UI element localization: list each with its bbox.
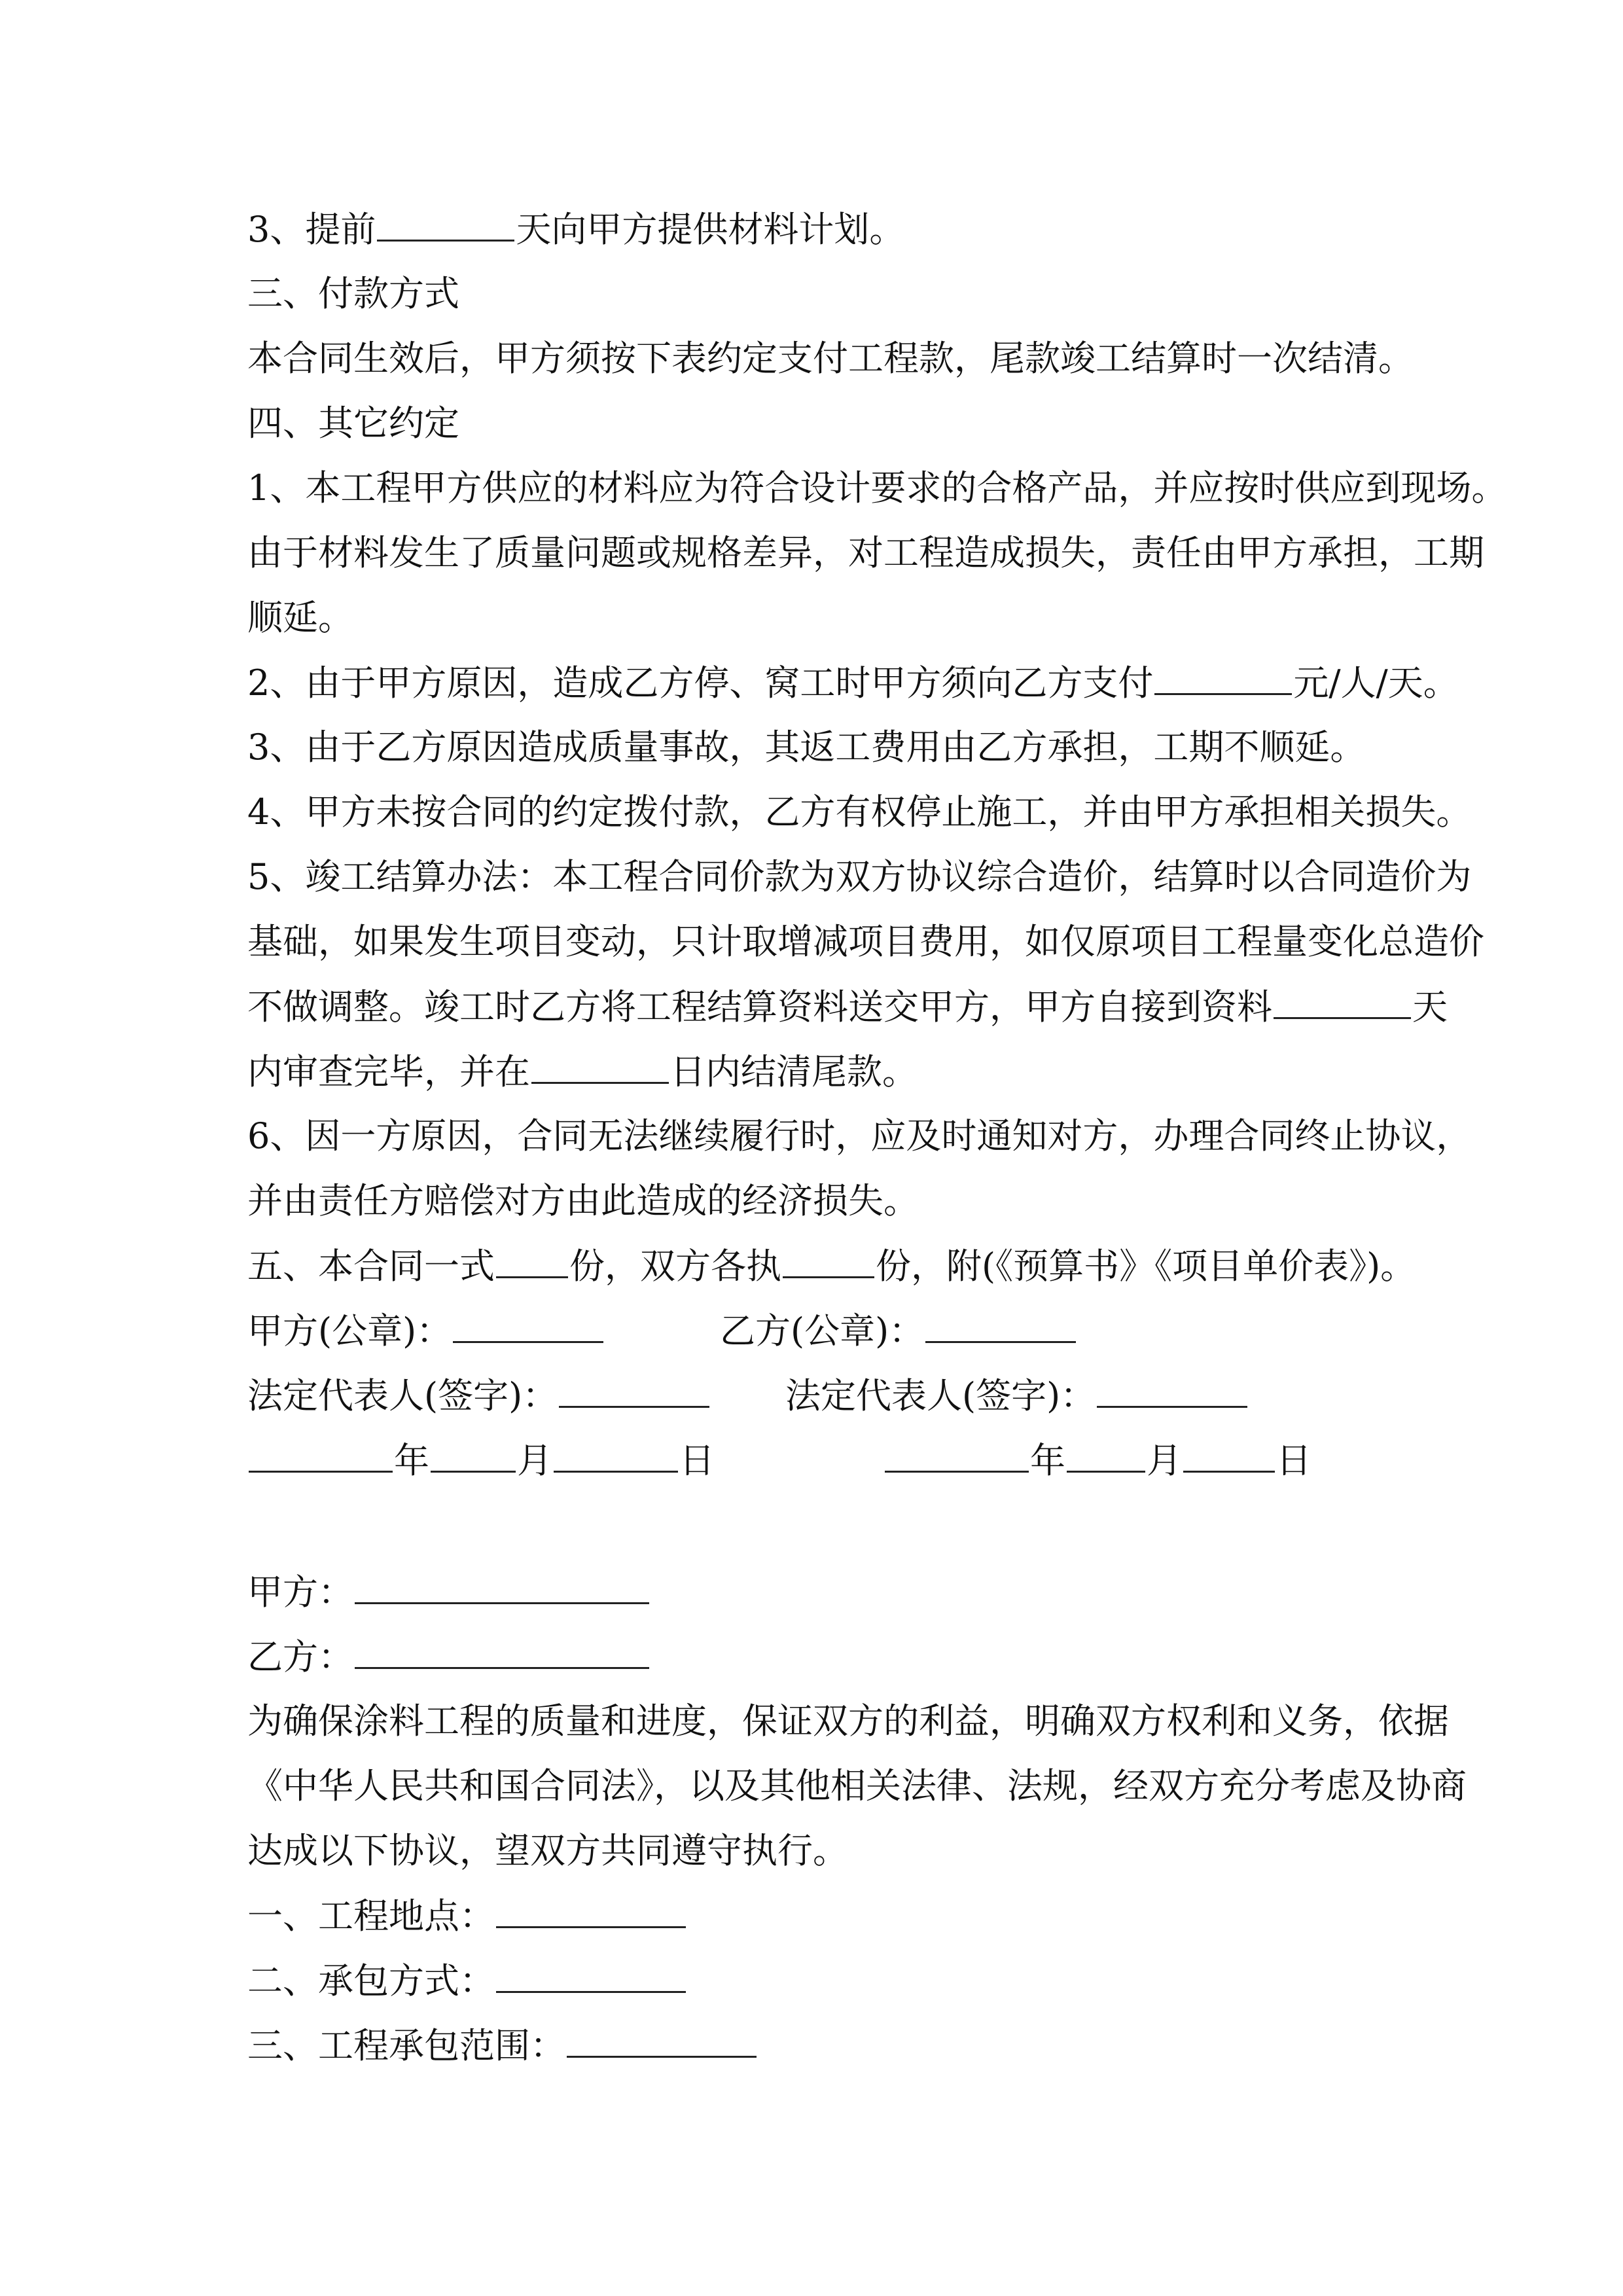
text: 不做调整。竣工时乙方将工程结算资料送交甲方，甲方自接到资料	[247, 986, 1272, 1028]
blank-field[interactable]	[496, 1245, 568, 1278]
text: 月	[517, 1440, 552, 1481]
item-method	[247, 1960, 687, 2002]
text-line: 顺延。	[247, 597, 353, 638]
text-line: 达成以下协议，望双方共同遵守执行。	[247, 1830, 848, 1871]
text-line	[247, 986, 1448, 1028]
blank-field[interactable]	[249, 1439, 393, 1473]
text-line: 基础，如果发生项目变动，只计取增减项目费用，如仅原项目工程量变化总造价	[247, 921, 1484, 962]
text-line: 为确保涂料工程的质量和进度，保证双方的利益，明确双方权利和义务，依据	[247, 1700, 1449, 1742]
blank-field[interactable]	[377, 208, 514, 242]
blank-field[interactable]	[453, 1310, 603, 1343]
blank-field[interactable]	[567, 2024, 757, 2058]
text-line	[247, 1050, 918, 1093]
text-line: 4、甲方未按合同的约定拨付款，乙方有权停止施工，并由甲方承担相关损失。	[247, 791, 1472, 833]
signature-a	[247, 1310, 605, 1352]
date-b	[883, 1439, 1311, 1482]
text: 3、提前	[247, 209, 376, 250]
blank-field[interactable]	[496, 1960, 686, 1993]
item-location	[247, 1895, 687, 1937]
text: 天向甲方提供材料计划。	[516, 209, 905, 250]
text: 乙方(公章)：	[720, 1310, 925, 1352]
text: 三、工程承包范围：	[247, 2025, 565, 2066]
blank-field[interactable]	[559, 1374, 709, 1408]
text: 月	[1147, 1440, 1182, 1481]
blank-field[interactable]	[554, 1439, 678, 1473]
text: 甲方：	[247, 1571, 353, 1613]
text: 乙方：	[247, 1636, 353, 1677]
blank-field[interactable]	[355, 1571, 649, 1604]
text: 法定代表人(签字)：	[247, 1375, 558, 1416]
text-line: 6、因一方原因，合同无法继续履行时，应及时通知对方，办理合同终止协议，	[247, 1115, 1472, 1157]
blank-field[interactable]	[1183, 1439, 1275, 1473]
blank-field[interactable]	[496, 1895, 686, 1928]
text: 年	[1030, 1440, 1065, 1481]
item-scope	[247, 2024, 758, 2067]
text-line: 《中华人民共和国合同法》，以及其他相关法律、法规，经双方充分考虑及协商	[247, 1765, 1467, 1806]
text: 二、承包方式：	[247, 1960, 495, 2001]
representative-a	[247, 1374, 711, 1417]
blank-field[interactable]	[1067, 1439, 1145, 1473]
text: 份，双方各执	[569, 1246, 781, 1287]
text-line: 由于材料发生了质量问题或规格差异，对工程造成损失，责任由甲方承担，工期	[247, 532, 1484, 573]
text-line	[247, 208, 904, 251]
blank-field[interactable]	[431, 1439, 516, 1473]
date-a	[247, 1439, 715, 1482]
section-heading: 四、其它约定	[247, 403, 459, 444]
text: 日	[1276, 1440, 1311, 1481]
blank-field[interactable]	[531, 1050, 669, 1084]
blank-field[interactable]	[885, 1439, 1029, 1473]
blank-field[interactable]	[1097, 1374, 1247, 1408]
text: 五、本合同一式	[247, 1246, 495, 1287]
text: 天	[1412, 986, 1448, 1028]
text: 份，附(《预算书》《项目单价表》)。	[876, 1246, 1416, 1287]
text: 一、工程地点：	[247, 1895, 495, 1937]
text: 法定代表人(签字)：	[785, 1375, 1096, 1416]
text-line: 并由责任方赔偿对方由此造成的经济损失。	[247, 1180, 919, 1221]
blank-field[interactable]	[1274, 986, 1411, 1019]
party-b	[247, 1636, 651, 1678]
text-line	[247, 1245, 1416, 1287]
text-line: 5、竣工结算办法：本工程合同价款为双方协议综合造价，结算时以合同造价为	[247, 856, 1472, 897]
text: 2、由于甲方原因，造成乙方停、窝工时甲方须向乙方支付	[247, 662, 1154, 704]
blank-field[interactable]	[1154, 662, 1292, 695]
text-line: 本合同生效后，甲方须按下表约定支付工程款，尾款竣工结算时一次结清。	[247, 338, 1414, 379]
text-line: 3、由于乙方原因造成质量事故，其返工费用由乙方承担，工期不顺延。	[247, 726, 1366, 768]
text: 甲方(公章)：	[247, 1310, 452, 1352]
signature-b	[720, 1310, 1077, 1352]
text: 内审查完毕，并在	[247, 1051, 530, 1092]
blank-field[interactable]	[355, 1636, 649, 1669]
text-line	[247, 662, 1459, 704]
text: 日内结清尾款。	[670, 1051, 918, 1092]
text-line: 1、本工程甲方供应的材料应为符合设计要求的合格产品，并应按时供应到现场。	[247, 467, 1507, 509]
text: 元/人/天。	[1293, 662, 1459, 704]
blank-field[interactable]	[925, 1310, 1076, 1343]
party-a	[247, 1571, 651, 1613]
section-heading: 三、付款方式	[247, 273, 459, 314]
representative-b	[785, 1374, 1249, 1417]
text: 日	[679, 1440, 715, 1481]
blank-field[interactable]	[783, 1245, 874, 1278]
text: 年	[394, 1440, 429, 1481]
